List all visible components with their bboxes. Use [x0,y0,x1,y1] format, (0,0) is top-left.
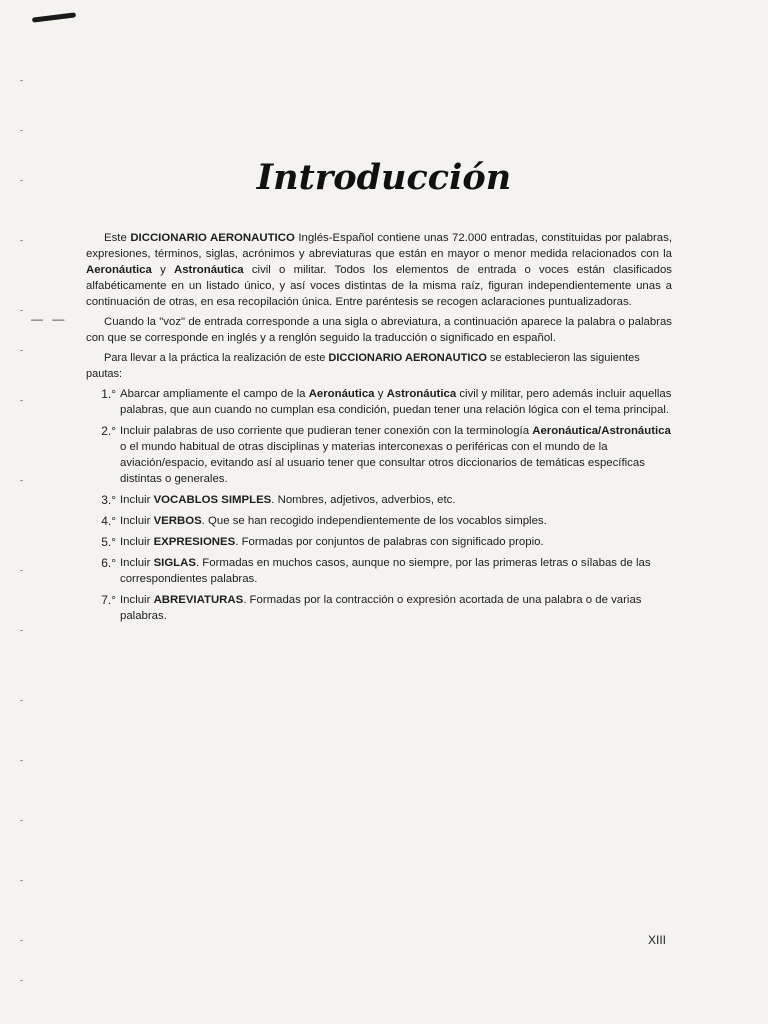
item-text [120,513,672,529]
margin-specks [20,60,40,1000]
list-item [86,492,672,508]
margin-dashes: — — [31,312,68,326]
list-item [86,386,672,418]
item-text [120,492,672,508]
bold-run: VOCABLOS SIMPLES [153,494,272,506]
item-number: 2.° [101,424,116,438]
item-text [120,555,672,587]
text-run: . Que se han recogido independientemente de los vocablos simples. [201,515,547,527]
list-item [86,423,672,487]
bold-run: Aeronáutica [308,388,375,400]
text-run: se establecieron las siguientes pautas: [86,352,640,380]
bold-run: ABREVIATURAS [153,594,244,606]
bold-run: EXPRESIONES [153,536,236,548]
text-run: Inglés-Español contiene unas 72.000 entradas, constituidas por palabras, expresiones, términos, siglas, acrónimos y abreviaturas que están en mayor o menor medida relacionados con la [86,232,672,260]
list-item [86,534,672,550]
item-text [120,534,672,550]
list-item [86,513,672,529]
text-run: y [374,388,387,400]
text-run: Para llevar a la práctica la realización de este [104,352,329,364]
body-text [86,230,672,629]
bold-run: Astronáutica [174,264,244,276]
item-text [120,423,672,487]
text-run: Incluir [120,515,154,527]
page-number: XIII [648,933,667,947]
guideline-list [86,386,672,624]
page-title: Introducción [256,157,512,198]
item-number: 4.° [101,514,116,528]
bold-run: Aeronáutica/Astronáutica [532,425,671,437]
text-run: civil o militar. Todos los elementos de entrada o voces están clasificados alfabéticamente en un listado único, y así voces distintas de la misma raíz, figuran independientemente unas a continuación de otras, en esa recopilación única. Entre paréntesis se recogen aclaraciones puntualizadoras. [86,264,672,308]
text-run: Incluir [120,594,154,606]
bold-run: DICCIONARIO AERONAUTICO [130,232,295,244]
bold-run: SIGLAS [153,557,196,569]
item-number: 5.° [101,535,116,549]
item-text [120,386,672,418]
list-item [86,592,672,624]
text-run: . Formadas por conjuntos de palabras con significado propio. [235,536,544,548]
paragraph-pautas [86,350,672,382]
text-run: . Formadas en muchos casos, aunque no siempre, por las primeras letras o sílabas de las correspondientes palabras. [120,557,651,585]
bold-run: Aeronáutica [86,264,152,276]
item-number: 6.° [101,556,116,570]
text-run: Abarcar ampliamente el campo de la [120,388,309,400]
text-run: Incluir palabras de uso corriente que pudieran tener conexión con la terminología [120,425,533,437]
paragraph-voz: Cuando la "voz" de entrada corresponde a una sigla o abreviatura, a continuación aparece la palabra o palabras con que se corresponde en inglés y a renglón seguido la traducción o significado en español. [86,316,672,344]
bold-run: DICCIONARIO AERONAUTICO [328,352,487,364]
list-item [86,555,672,587]
text-run: . Nombres, adjetivos, adverbios, etc. [271,494,456,506]
corner-ink-mark [32,12,76,22]
bold-run: Astronáutica [386,388,457,400]
text-run: Este [104,232,131,244]
item-number: 1.° [101,387,116,401]
text-run: o el mundo habitual de otras disciplinas y materias interconexas o periféricas con el mundo de la aviación/espacio, evitando así al usuario tener que consultar otros diccionarios de temáticas específicas distintas o generales. [120,441,645,485]
text-run: civil y militar, pero además incluir aquellas palabras, que aun cuando no cumplan esa condición, puedan tener una relación lógica con el tema principal. [120,388,672,416]
bold-run: VERBOS [153,515,202,527]
text-run: Incluir [120,536,154,548]
item-number: 3.° [101,493,116,507]
text-run: Incluir [120,557,154,569]
text-run: y [151,264,174,276]
item-text [120,592,672,624]
text-run: Incluir [120,494,154,506]
paragraph-intro [86,230,672,310]
text-run: . Formadas por la contracción o expresión acortada de una palabra o de varias palabras. [120,594,642,622]
item-number: 7.° [101,593,116,607]
